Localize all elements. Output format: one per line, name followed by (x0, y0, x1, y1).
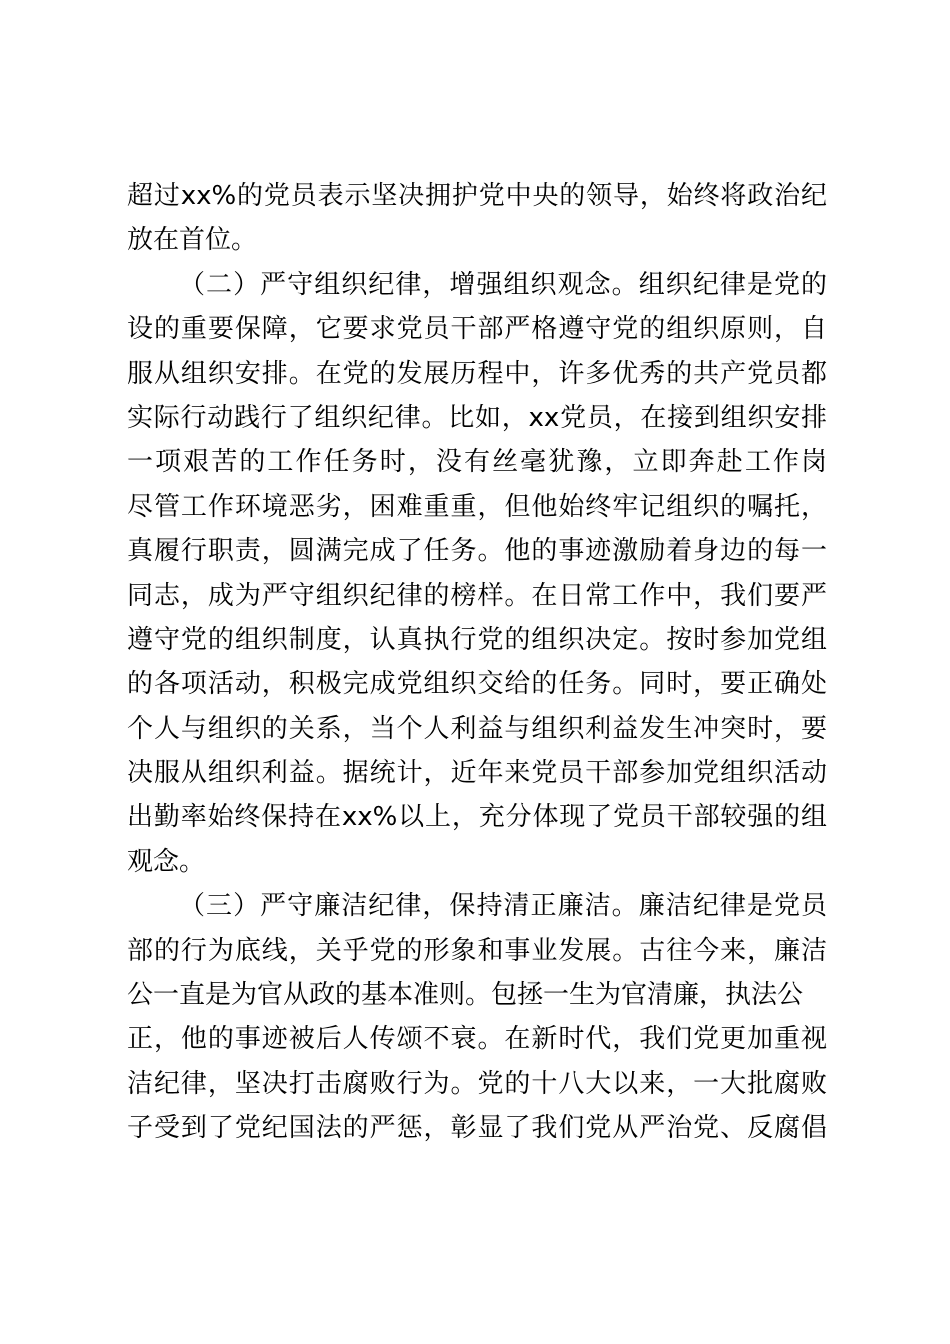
text-line: 同志，成为严守组织纪律的榜样。在日常工作中，我们要严 (127, 580, 827, 611)
paragraph-political-discipline-end (127, 174, 827, 263)
text-line: 实际行动践行了组织纪律。比如，xx党员，在接到组织安排 (127, 402, 827, 433)
paragraph-integrity-discipline (127, 884, 827, 1150)
text-line: 服从组织安排。在党的发展历程中，许多优秀的共产党员都 (127, 358, 827, 389)
text-line: 洁纪律，坚决打击腐败行为。党的十八大以来，一大批腐败 (127, 1068, 827, 1099)
text-line: 遵守党的组织制度，认真执行党的组织决定。按时参加党组 (127, 624, 827, 655)
text-line: 出勤率始终保持在xx%以上，充分体现了党员干部较强的组 (127, 802, 827, 833)
text-line: 放在首位。 (127, 225, 258, 256)
paragraph-organizational-discipline (127, 263, 827, 884)
text-line: 个人与组织的关系，当个人利益与组织利益发生冲突时，要 (127, 713, 827, 744)
text-line: 决服从组织利益。据统计，近年来党员干部参加党组织活动 (127, 758, 827, 789)
body-text (127, 174, 827, 1151)
text-line: 一项艰苦的工作任务时，没有丝毫犹豫，立即奔赴工作岗 (127, 447, 827, 478)
text-line: 子受到了党纪国法的严惩，彰显了我们党从严治党、反腐倡 (127, 1113, 827, 1144)
text-line: 公一直是为官从政的基本准则。包拯一生为官清廉，执法公 (127, 980, 804, 1011)
text-line: 设的重要保障，它要求党员干部严格遵守党的组织原则，自 (127, 314, 827, 345)
text-line: 观念。 (127, 846, 206, 877)
text-line: 真履行职责，圆满完成了任务。他的事迹激励着身边的每一 (127, 536, 827, 567)
text-line: （二）严守组织纪律，增强组织观念。组织纪律是党的 (179, 269, 827, 300)
text-line: 的各项活动，积极完成党组织交给的任务。同时，要正确处 (127, 669, 827, 700)
text-line: 尽管工作环境恶劣，困难重重，但他始终牢记组织的嘱托， (127, 491, 827, 522)
text-line: 正，他的事迹被后人传颂不衰。在新时代，我们党更加重视 (127, 1024, 827, 1055)
text-line: （三）严守廉洁纪律，保持清正廉洁。廉洁纪律是党员 (179, 891, 827, 922)
text-line: 超过xx%的党员表示坚决拥护党中央的领导，始终将政治纪 (127, 181, 827, 211)
text-line: 部的行为底线，关乎党的形象和事业发展。古往今来，廉洁 (127, 935, 827, 966)
